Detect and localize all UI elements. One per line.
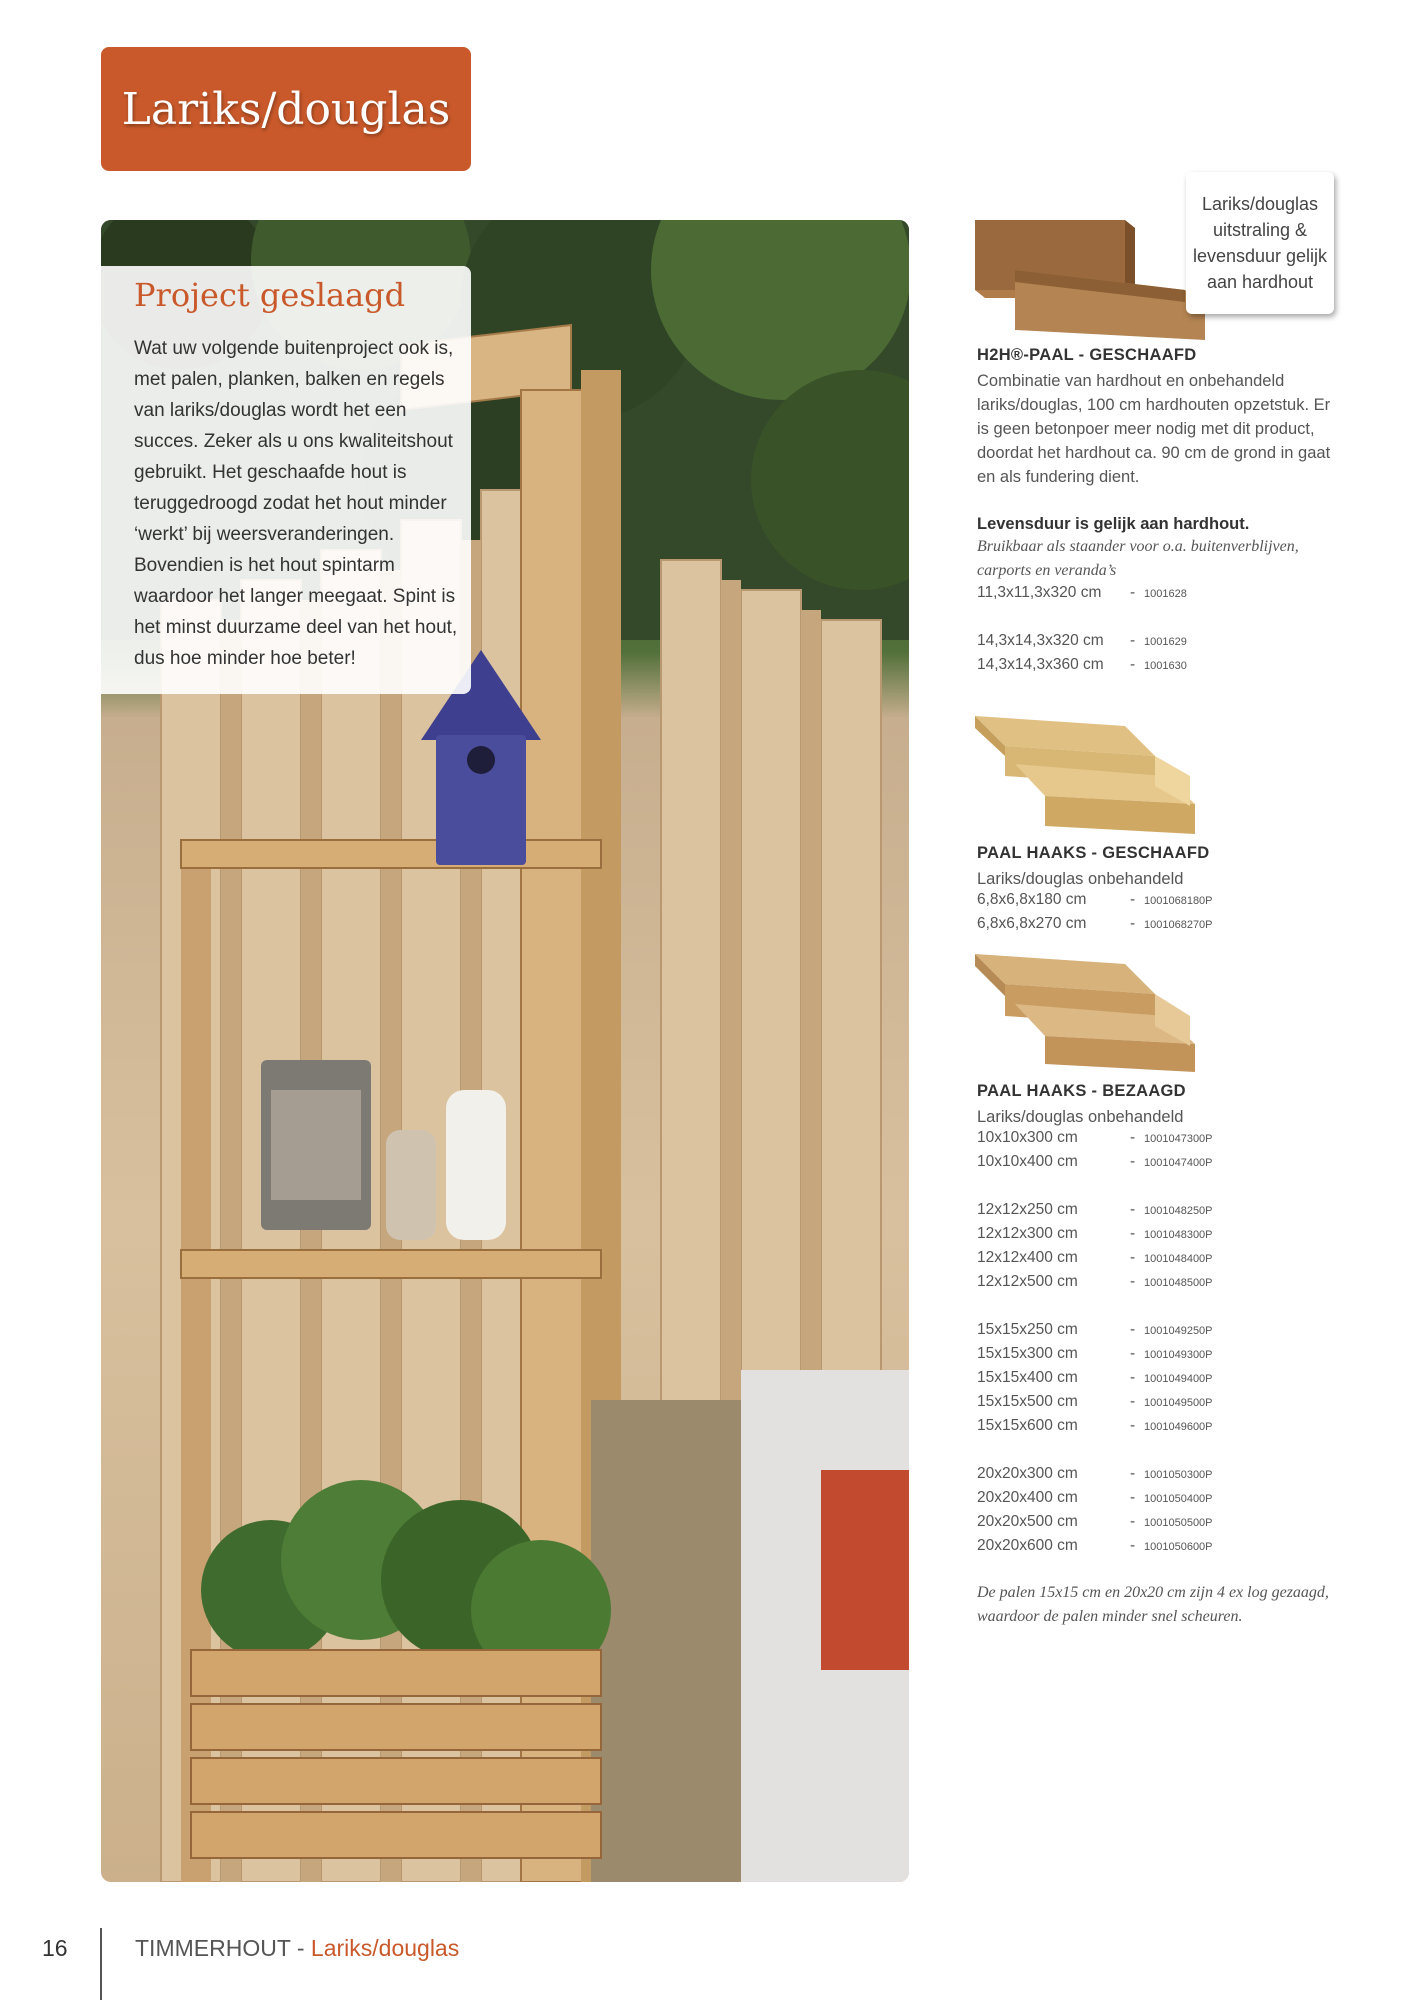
page-number: 16 bbox=[42, 1935, 68, 1961]
row-code: 1001050600P bbox=[1144, 1541, 1213, 1553]
row-size: 12x12x400 cm bbox=[977, 1249, 1078, 1266]
product-row: 6,8x6,8x270 cm - 1001068270P bbox=[977, 915, 1213, 932]
product-note: De palen 15x15 cm en 20x20 cm zijn 4 ex log gezaagd, waardoor de palen minder snel scheuren. bbox=[977, 1584, 1329, 1625]
planed-post-image bbox=[975, 716, 1205, 840]
row-code: 1001068180P bbox=[1144, 895, 1213, 907]
row-size: 6,8x6,8x270 cm bbox=[977, 915, 1087, 932]
row-size: 14,3x14,3x320 cm bbox=[977, 632, 1104, 649]
row-size: 10x10x300 cm bbox=[977, 1129, 1078, 1146]
product-row: 12x12x500 cm - 1001048500P bbox=[977, 1273, 1213, 1290]
product-row: 12x12x400 cm - 1001048400P bbox=[977, 1249, 1213, 1266]
product-row: 14,3x14,3x320 cm - 1001629 bbox=[977, 632, 1187, 649]
row-code: 1001048500P bbox=[1144, 1277, 1213, 1289]
footer-divider bbox=[100, 1928, 102, 2000]
product-description: Lariks/douglas onbehandeld bbox=[977, 870, 1184, 888]
row-code: 1001629 bbox=[1144, 636, 1187, 648]
row-size: 20x20x300 cm bbox=[977, 1465, 1078, 1482]
row-size: 20x20x400 cm bbox=[977, 1489, 1078, 1506]
product-row: 12x12x300 cm - 1001048300P bbox=[977, 1225, 1213, 1242]
row-size: 10x10x400 cm bbox=[977, 1153, 1078, 1170]
product-title: PAAL HAAKS - BEZAAGD bbox=[977, 1082, 1186, 1100]
row-size: 6,8x6,8x180 cm bbox=[977, 891, 1087, 908]
row-size: 11,3x11,3x320 cm bbox=[977, 584, 1102, 601]
sawn-post-image bbox=[975, 954, 1205, 1078]
row-code: 1001049500P bbox=[1144, 1397, 1213, 1409]
product-row: 6,8x6,8x180 cm - 1001068180P bbox=[977, 891, 1213, 908]
product-row: 14,3x14,3x360 cm - 1001630 bbox=[977, 656, 1187, 673]
row-code: 1001050500P bbox=[1144, 1517, 1213, 1529]
row-size: 14,3x14,3x360 cm bbox=[977, 656, 1104, 673]
callout-badge: Lariks/douglas uitstraling & levensduur gelijk aan hardhout bbox=[1186, 172, 1334, 314]
h2h-post-image bbox=[975, 220, 1205, 344]
product-row: 11,3x11,3x320 cm - 1001628 bbox=[977, 584, 1187, 601]
footer-breadcrumb bbox=[135, 1935, 459, 1962]
product-row: 15x15x300 cm - 1001049300P bbox=[977, 1345, 1213, 1362]
intro-text: Wat uw volgende buitenproject ook is, met palen, planken, balken en regels van lariks/douglas wordt het een succes. Zeker als u ons kwaliteitshout gebruikt. Het geschaafde hout is teruggedroogd zodat het hout minder ‘werkt’ bij weersveranderingen. Bovendien is het hout spintarm waardoor het langer meegaat. Spint is het minst duurzame deel van het hout, dus hoe minder hoe beter! bbox=[134, 338, 458, 669]
row-code: 1001049300P bbox=[1144, 1349, 1213, 1361]
row-code: 1001628 bbox=[1144, 588, 1187, 600]
row-size: 15x15x600 cm bbox=[977, 1417, 1078, 1434]
product-row: 12x12x250 cm - 1001048250P bbox=[977, 1201, 1213, 1218]
row-code: 1001068270P bbox=[1144, 919, 1213, 931]
row-code: 1001048300P bbox=[1144, 1229, 1213, 1241]
row-size: 15x15x400 cm bbox=[977, 1369, 1078, 1386]
product-row: 20x20x500 cm - 1001050500P bbox=[977, 1513, 1213, 1530]
row-code: 1001049400P bbox=[1144, 1373, 1213, 1385]
row-size: 12x12x500 cm bbox=[977, 1273, 1078, 1290]
row-size: 15x15x300 cm bbox=[977, 1345, 1078, 1362]
product-row: 15x15x600 cm - 1001049600P bbox=[977, 1417, 1213, 1434]
footer-separator: - bbox=[290, 1935, 311, 1961]
intro-title: Project geslaagd bbox=[134, 276, 406, 314]
product-row: 10x10x400 cm - 1001047400P bbox=[977, 1153, 1213, 1170]
product-row: 10x10x300 cm - 1001047300P bbox=[977, 1129, 1213, 1146]
product-description: Lariks/douglas onbehandeld bbox=[977, 1108, 1184, 1126]
row-size: 15x15x500 cm bbox=[977, 1393, 1078, 1410]
product-title: H2H®-PAAL - GESCHAAFD bbox=[977, 346, 1197, 364]
row-code: 1001048250P bbox=[1144, 1205, 1213, 1217]
product-row: 20x20x400 cm - 1001050400P bbox=[977, 1489, 1213, 1506]
row-code: 1001047300P bbox=[1144, 1133, 1213, 1145]
page-title: Lariks/douglas bbox=[101, 47, 471, 171]
row-size: 20x20x600 cm bbox=[977, 1537, 1078, 1554]
product-description: Combinatie van hardhout en onbehandeld lariks/douglas, 100 cm hardhouten opzetstuk. Er is geen betonpoer meer nodig met dit product, doordat het hardhout ca. 90 cm de grond in gaat en als fundering dient. bbox=[977, 372, 1331, 486]
row-code: 1001049600P bbox=[1144, 1421, 1213, 1433]
row-code: 1001050400P bbox=[1144, 1493, 1213, 1505]
row-size: 12x12x300 cm bbox=[977, 1225, 1078, 1242]
footer-section-label: TIMMERHOUT bbox=[135, 1935, 291, 1961]
row-code: 1001049250P bbox=[1144, 1325, 1213, 1337]
row-code: 1001047400P bbox=[1144, 1157, 1213, 1169]
product-row: 15x15x400 cm - 1001049400P bbox=[977, 1369, 1213, 1386]
product-title: PAAL HAAKS - GESCHAAFD bbox=[977, 844, 1210, 862]
product-usage: Bruikbaar als staander voor o.a. buitenverblijven, carports en veranda’s bbox=[977, 538, 1299, 579]
product-row: 20x20x300 cm - 1001050300P bbox=[977, 1465, 1213, 1482]
row-code: 1001630 bbox=[1144, 660, 1187, 672]
row-size: 12x12x250 cm bbox=[977, 1201, 1078, 1218]
footer-topic-label: Lariks/douglas bbox=[310, 1935, 460, 1961]
row-size: 20x20x500 cm bbox=[977, 1513, 1078, 1530]
row-code: 1001050300P bbox=[1144, 1469, 1213, 1481]
product-highlight: Levensduur is gelijk aan hardhout. bbox=[977, 515, 1250, 533]
product-row: 20x20x600 cm - 1001050600P bbox=[977, 1537, 1213, 1554]
product-row: 15x15x500 cm - 1001049500P bbox=[977, 1393, 1213, 1410]
row-size: 15x15x250 cm bbox=[977, 1321, 1078, 1338]
product-row: 15x15x250 cm - 1001049250P bbox=[977, 1321, 1213, 1338]
row-code: 1001048400P bbox=[1144, 1253, 1213, 1265]
